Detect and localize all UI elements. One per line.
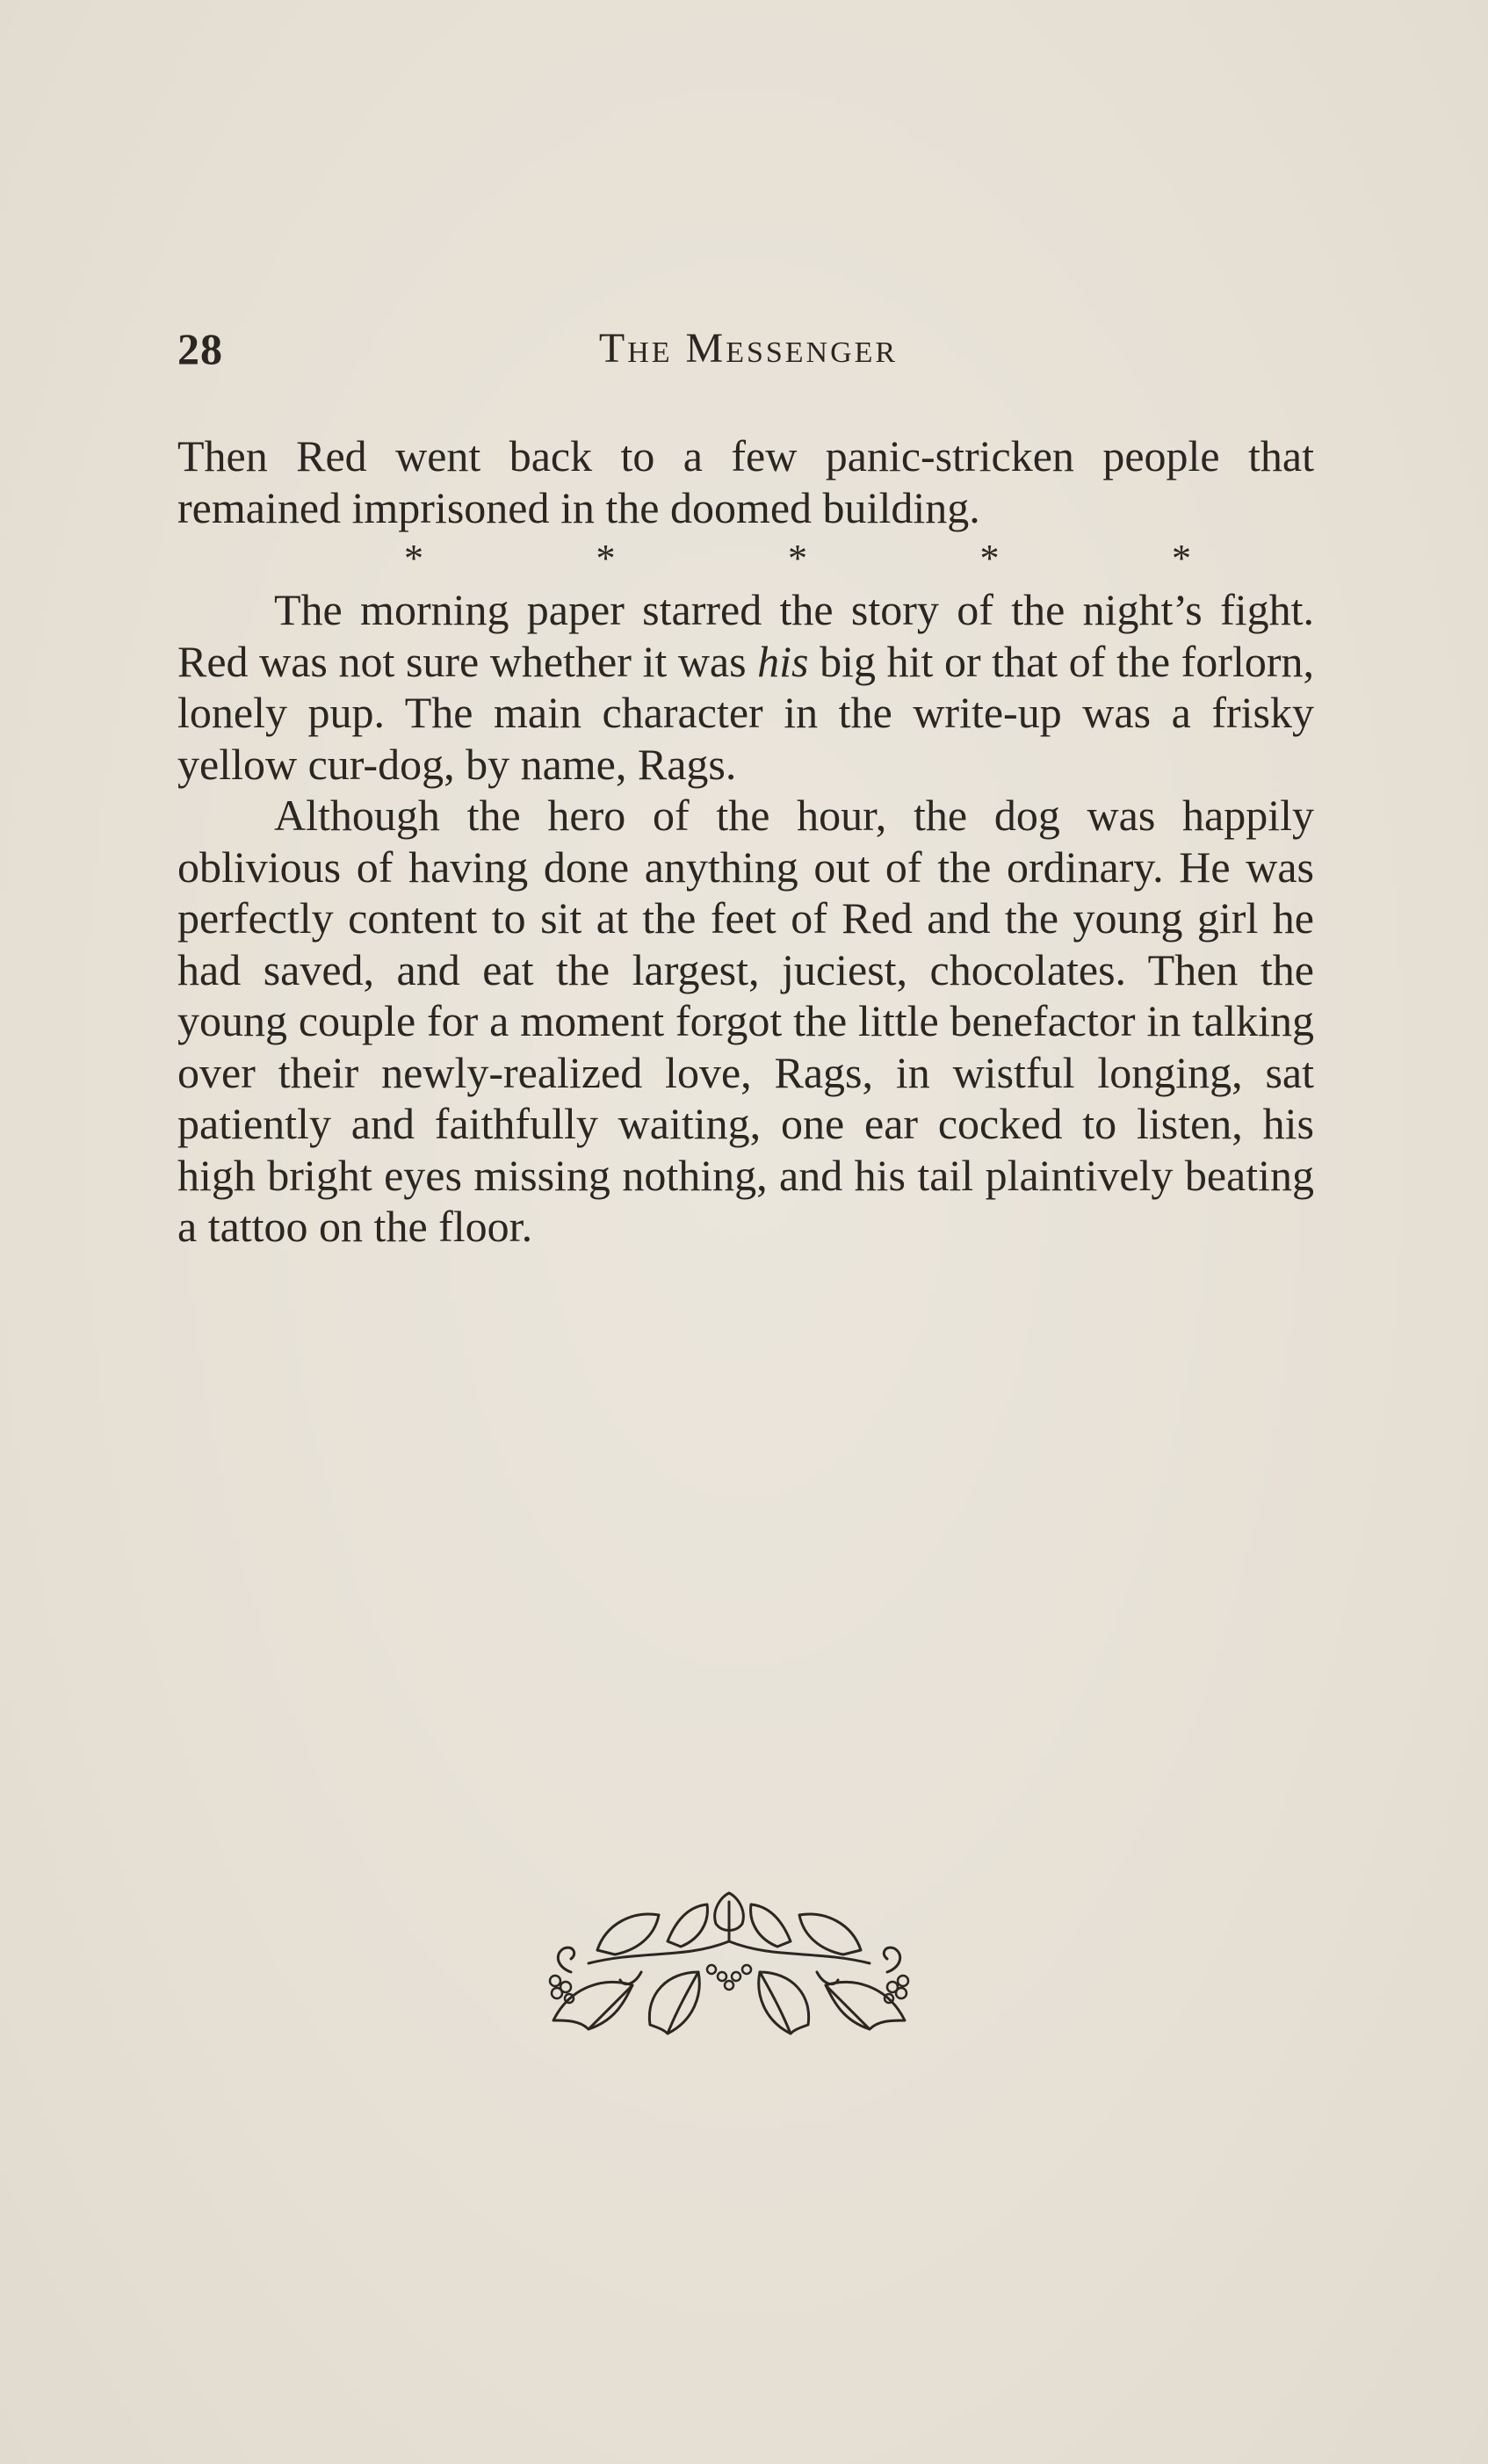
page-number: 28 [177,324,223,373]
paragraph-2 [177,584,1314,790]
section-break-star: * [596,537,616,580]
section-break-star: * [788,537,807,580]
section-break [177,533,1314,584]
paragraph-3: Although the hero of the hour, the dog was happily oblivious of having done anything out of the ordinary. He was perfectly content to sit at the feet of Red and the young girl he had saved, and eat the largest, juciest, chocolates. Then the young couple for a moment forgot the little benefactor in talking over their newly-realized love, Rags, in wistful longing, sat patiently and faithfully waiting, one ear cocked to listen, his high bright eyes missing nothing, and his tail plaintively beating a tattoo on the floor. [177,791,1314,1251]
running-title: The Messenger [598,325,899,372]
section-break-star: * [1172,537,1191,580]
paragraph-2-text-a: The morning paper starred the story of the night’s fight. Red was not sure whether it was [177,585,1314,686]
section-break-star: * [404,537,423,580]
floral-vine-ornament-icon [536,1889,922,2038]
running-head [177,318,1319,379]
paragraph-2-text-b: big hit or that of the forlorn, lonely pup. The main character in the write-up was a frisky yellow cur-dog, by name, Rags. [177,636,1314,789]
paragraph-1: Then Red went back to a few panic-stricken people that remained imprisoned in the doomed building. [177,431,1314,532]
paragraph-2-italic: his [757,636,809,686]
section-break-star: * [979,537,1000,580]
body-text [177,430,1314,1253]
